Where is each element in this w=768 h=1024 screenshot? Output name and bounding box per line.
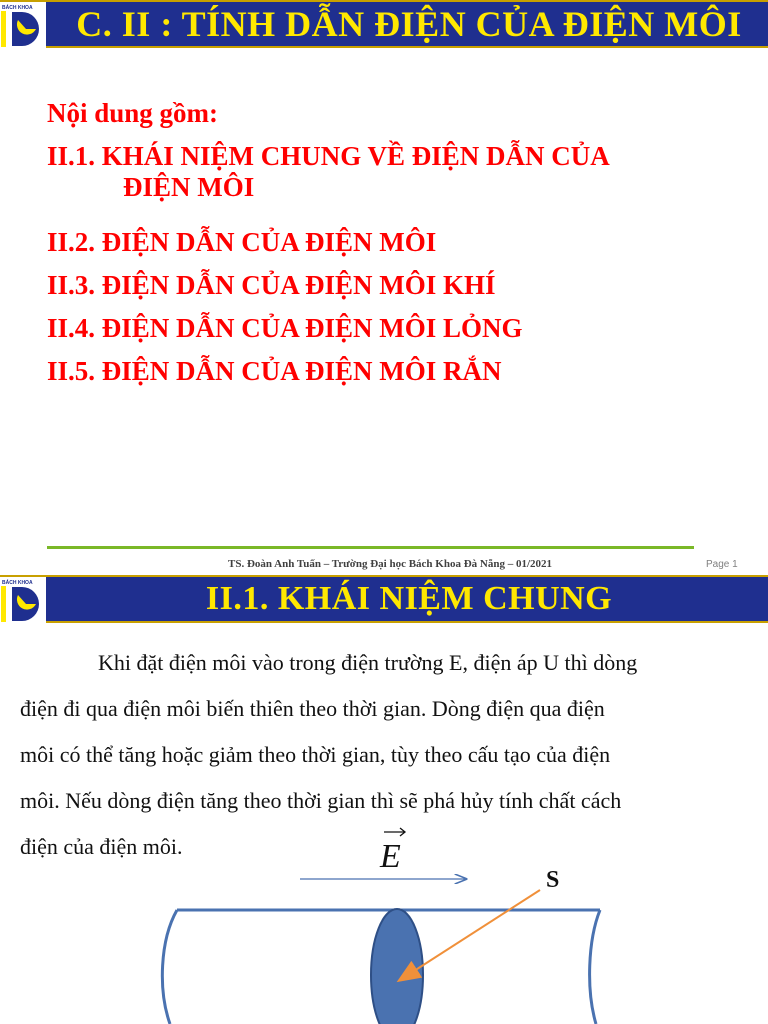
- paragraph-line-5: điện của điện môi.: [20, 834, 183, 859]
- footer-credit: TS. Đoàn Anh Tuấn – Trường Đại học Bách Khoa Đà Nẵng – 01/2021: [228, 558, 553, 570]
- paragraph-line-4: môi. Nếu dòng điện tăng theo thời gian thì sẽ phá hủy tính chất cách: [20, 788, 622, 813]
- toc-item-4: II.4. ĐIỆN DẪN CỦA ĐIỆN MÔI LỎNG: [47, 313, 523, 343]
- cross-section-area: [371, 909, 423, 1024]
- page-number: Page 1: [706, 559, 738, 570]
- toc-item-1-line1: II.1. KHÁI NIỆM CHUNG VỀ ĐIỆN DẪN CỦA: [47, 141, 610, 171]
- toc-item-1-line2: ĐIỆN MÔI: [123, 172, 255, 202]
- area-pointer-arrow: [400, 890, 540, 980]
- paragraph-line-3: môi có thể tăng hoặc giảm theo thời gian, tùy theo cấu tạo của điện: [20, 742, 611, 767]
- svg-text:BÁCH KHOA: BÁCH KHOA: [2, 5, 33, 11]
- slide-2-title: II.1. KHÁI NIỆM CHUNG: [205, 580, 613, 617]
- slide-title: C. II : TÍNH DẪN ĐIỆN CỦA ĐIỆN MÔI: [76, 4, 742, 44]
- dielectric-left-end: [162, 910, 177, 1024]
- paragraph-line-2: điện đi qua điện môi biến thiên theo thời gian. Dòng điện qua điện: [20, 696, 605, 721]
- contents-heading: Nội dung gồm:: [47, 98, 219, 128]
- paragraph-line-1: Khi đặt điện môi vào trong điện trường E, điện áp U thì dòng: [98, 650, 638, 675]
- toc-item-5: II.5. ĐIỆN DẪN CỦA ĐIỆN MÔI RẮN: [47, 356, 502, 386]
- svg-text:BÁCH KHOA: BÁCH KHOA: [2, 580, 33, 586]
- area-label: S: [546, 867, 560, 893]
- field-label: E: [380, 838, 401, 875]
- toc-item-2: II.2. ĐIỆN DẪN CỦA ĐIỆN MÔI: [47, 227, 437, 257]
- dielectric-right-end: [590, 910, 600, 1024]
- toc-item-3: II.3. ĐIỆN DẪN CỦA ĐIỆN MÔI KHÍ: [47, 270, 496, 300]
